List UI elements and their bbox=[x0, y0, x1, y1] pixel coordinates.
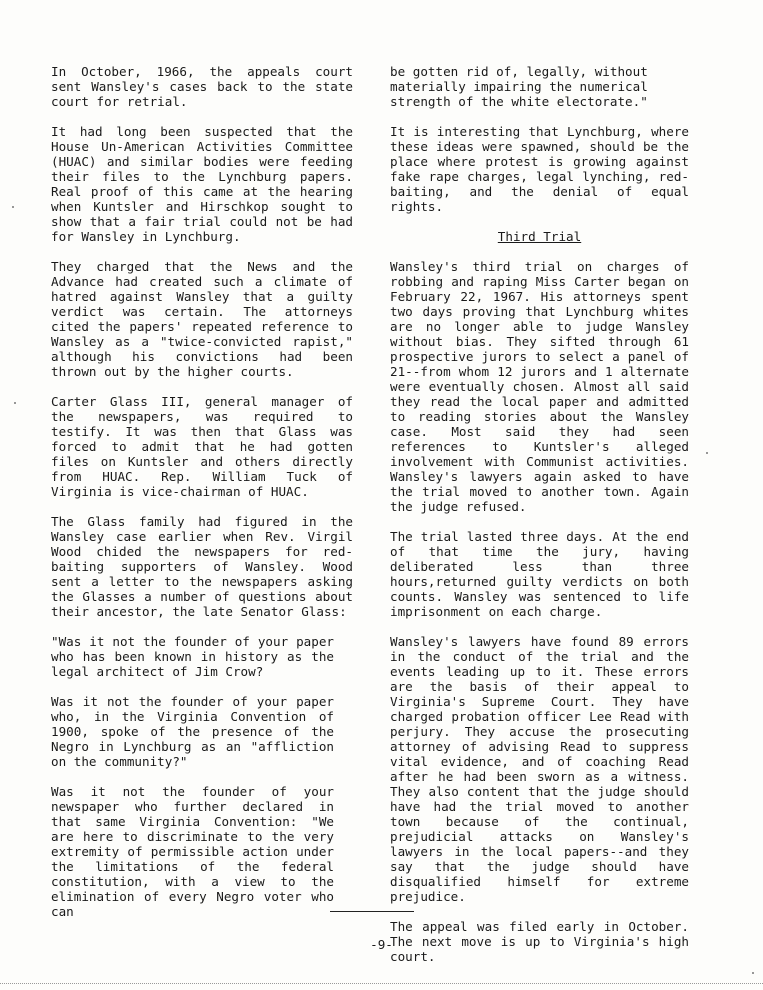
paragraph: Wansley's third trial on charges of robbing and raping Miss Carter began on February 22, 1967. His attorneys spent two days proving that Lynchburg whites are no longer able to judge Wansley without bias. They sifted through 61 prospective jurors to select a panel of 21--from whom 12 jurors and 1 alternate were eventually chosen. Almost all said they read the local paper and admitted to reading stories about the Wansley case. Most said they had seen references to Kuntsler's alleged involvement with Communist activities. Wansley's lawyers again asked to have the trial moved to another town. Again the judge refused. bbox=[390, 259, 689, 514]
left-column bbox=[51, 64, 353, 934]
scan-speck bbox=[752, 972, 754, 974]
section-heading bbox=[390, 229, 689, 244]
block-quote: Was it not the founder of your newspaper who further declared in that same Virginia Convention: "We are here to discriminate to the very extremity of permissible action under the limitations of the federal constitution, with a view to the elimination of every Negro voter who can bbox=[51, 784, 334, 919]
paragraph: The trial lasted three days. At the end of that time the jury, having deliberated less than three hours,returned guilty verdicts on both counts. Wansley was sentenced to life imprisonment on each charge. bbox=[390, 529, 689, 619]
scan-speck bbox=[12, 206, 14, 208]
block-quote: Was it not the founder of your paper who, in the Virginia Convention of 1900, spoke of the presence of the Negro in Lynchburg as an "affliction on the community?" bbox=[51, 694, 334, 769]
paragraph: Carter Glass III, general manager of the newspapers, was required to testify. It was then that Glass was forced to admit that he had gotten files on Kuntsler and others directly from HUAC. Rep. William Tuck of Virginia is vice-chairman of HUAC. bbox=[51, 394, 353, 499]
page-number: -9- bbox=[370, 937, 393, 952]
paragraph: It had long been suspected that the House Un-American Activities Committee (HUAC) and similar bodies were feeding their files to the Lynchburg papers. Real proof of this came at the hearing when Kuntsler and Hirschkop sought to show that a fair trial could not be had for Wansley in Lynchburg. bbox=[51, 124, 353, 244]
paragraph: The appeal was filed early in October. The next move is up to Virginia's high court. bbox=[390, 919, 689, 964]
end-rule bbox=[330, 911, 414, 912]
block-quote: "Was it not the founder of your paper who has been known in history as the legal architect of Jim Crow? bbox=[51, 634, 334, 679]
paragraph: Wansley's lawyers have found 89 errors in the conduct of the trial and the events leading up to it. These errors are the basis of their appeal to Virginia's Supreme Court. They have charged probation officer Lee Read with perjury. They accuse the prosecuting attorney of advising Read to suppress vital evidence, and of coaching Read after he had been sworn as a witness. They also content that the judge should have had the trial moved to another town because of the continual, prejudicial attacks on Wansley's lawyers in the local papers--and they say that the judge should have disqualified himself for extreme prejudice. bbox=[390, 634, 689, 904]
scan-speck bbox=[706, 452, 708, 454]
paragraph: It is interesting that Lynchburg, where these ideas were spawned, should be the place where protest is growing against fake rape charges, legal lynching, red-baiting, and the denial of equal rights. bbox=[390, 124, 689, 214]
section-heading-text: Third Trial bbox=[497, 229, 582, 244]
paragraph: They charged that the News and the Advance had created such a climate of hatred against Wansley that a guilty verdict was certain. The attorneys cited the papers' repeated reference to Wansley as a "twice-convicted rapist," although his convictions had been thrown out by the higher courts. bbox=[51, 259, 353, 379]
bottom-edge-rule bbox=[0, 983, 763, 984]
paragraph: In October, 1966, the appeals court sent Wansley's cases back to the state court for retrial. bbox=[51, 64, 353, 109]
paragraph: The Glass family had figured in the Wansley case earlier when Rev. Virgil Wood chided the newspapers for red-baiting supporters of Wansley. Wood sent a letter to the newspapers asking the Glasses a number of questions about their ancestor, the late Senator Glass: bbox=[51, 514, 353, 619]
scan-speck bbox=[14, 402, 16, 404]
block-quote-continued: be gotten rid of, legally, without materially impairing the numerical strength of the white electorate." bbox=[390, 64, 648, 109]
right-column bbox=[390, 64, 689, 979]
